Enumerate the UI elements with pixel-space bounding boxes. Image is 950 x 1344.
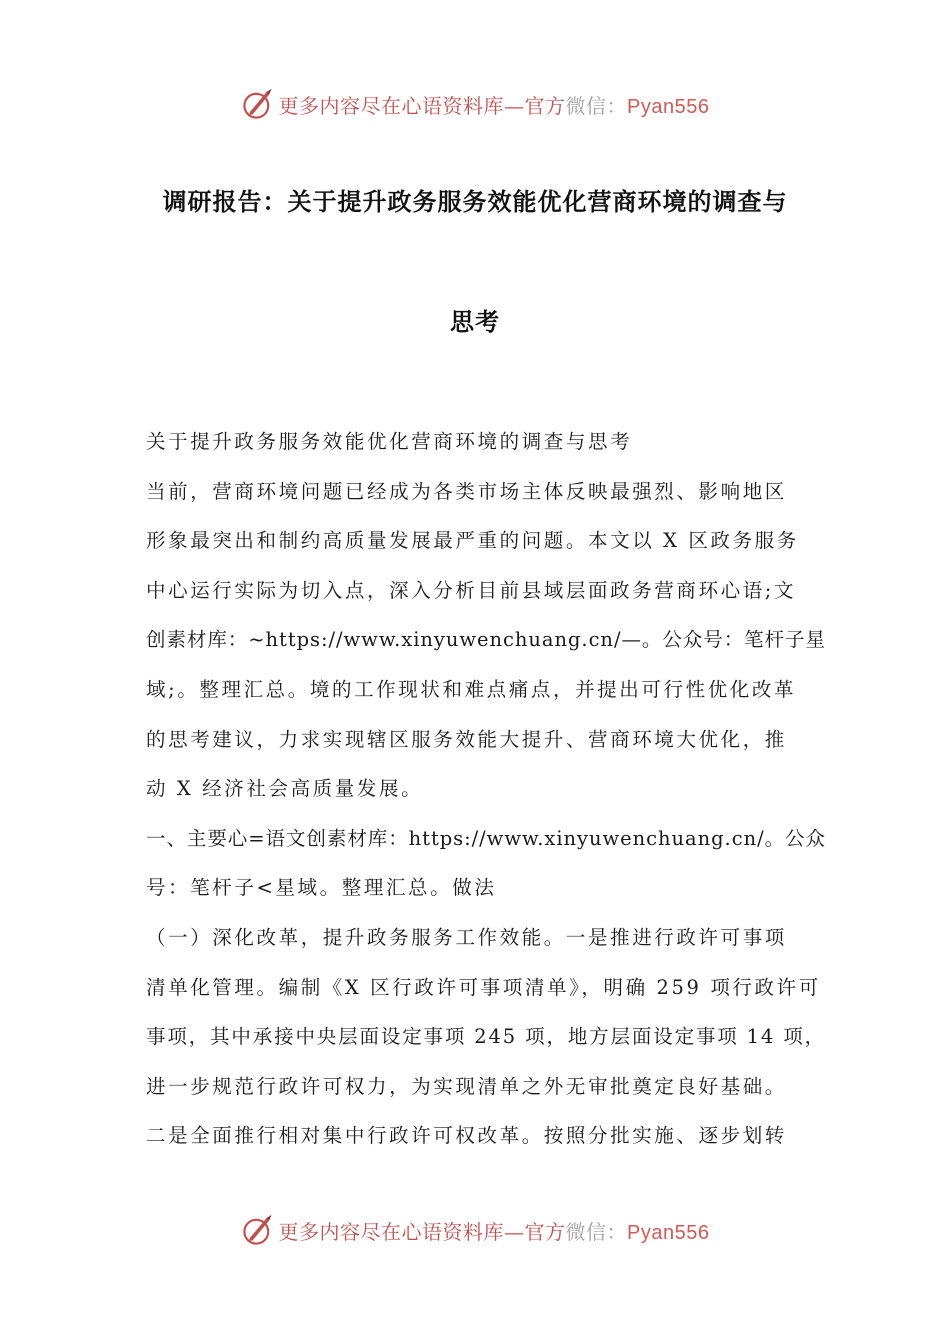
quill-logo-icon: [241, 87, 275, 121]
footer-watermark-text: 更多内容尽在心语资料库—官方微信：Pyan556: [278, 1219, 710, 1244]
body-line: （一）深化改革，提升政务服务工作效能。一是推进行政许可事项: [146, 925, 787, 949]
footer-watermark: [0, 1210, 950, 1250]
body-line: 清单化管理。编制《X 区行政许可事项清单》，明确 259 项行政许可: [146, 975, 821, 999]
body-line: 事项，其中承接中央层面设定事项 245 项，地方层面设定事项 14 项，: [146, 1025, 826, 1049]
body-line: 一、主要心=语文创素材库：https://www.xinyuwenchuang.cn/。公众: [146, 826, 826, 850]
body-line: 动 X 经济社会高质量发展。: [146, 777, 424, 801]
body-line: 进一步规范行政许可权力，为实现清单之外无审批奠定良好基础。: [146, 1074, 787, 1098]
body-line: 当前，营商环境问题已经成为各类市场主体反映最强烈、影响地区: [146, 479, 787, 503]
body-line: 形象最突出和制约高质量发展最严重的问题。本文以 X 区政务服务: [146, 529, 799, 553]
document-title-line-1: 调研报告：关于提升政务服务效能优化营商环境的调查与: [162, 188, 788, 216]
body-line: 的思考建议，力求实现辖区服务效能大提升、营商环境大优化，推: [146, 727, 787, 751]
document-body: [146, 417, 826, 1161]
body-line: 关于提升政务服务效能优化营商环境的调查与思考: [146, 430, 633, 453]
document-title-line-2: 思考: [450, 308, 500, 336]
body-line: 创素材库：~https://www.xinyuwenchuang.cn/—。公众号：笔杆子星: [146, 628, 826, 652]
body-line: 号：笔杆子<星域。整理汇总。做法: [146, 876, 497, 900]
body-line: 二是全面推行相对集中行政许可权改革。按照分批实施、逐步划转: [146, 1124, 787, 1148]
header-watermark: [0, 84, 950, 124]
body-line: 域;。整理汇总。境的工作现状和难点痛点，并提出可行性优化改革: [146, 677, 797, 701]
quill-logo-icon: [241, 1213, 275, 1247]
header-watermark-text: 更多内容尽在心语资料库—官方微信：Pyan556: [278, 93, 710, 118]
body-line: 中心运行实际为切入点，深入分析目前县域层面政务营商环心语;文: [146, 578, 797, 602]
